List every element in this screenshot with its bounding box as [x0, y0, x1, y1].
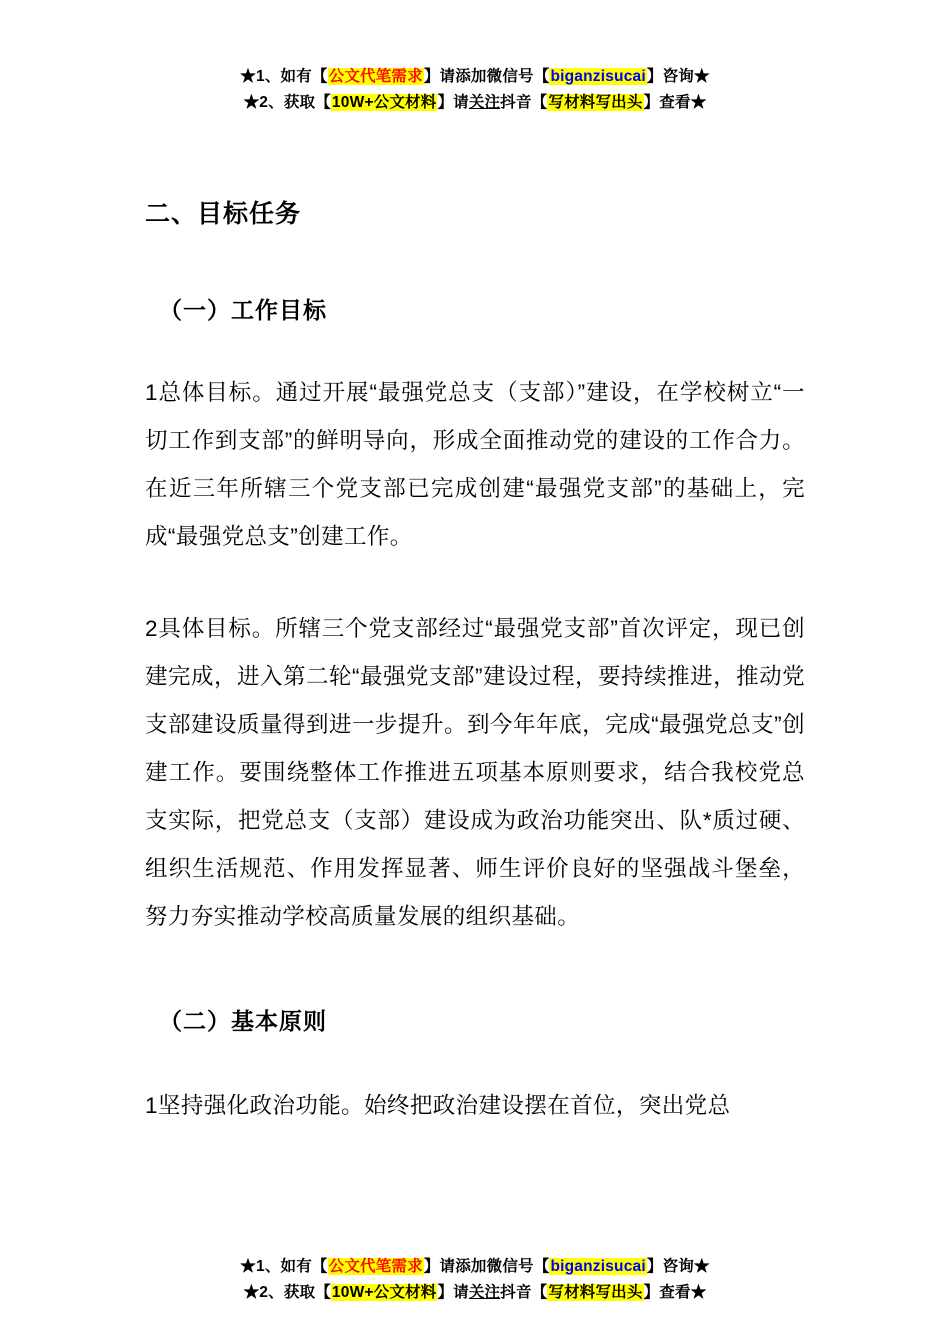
- star-left-icon-2: ★: [243, 94, 260, 111]
- star-right-icon-3: ★: [693, 1258, 710, 1275]
- promo-line-1: [145, 64, 805, 90]
- promo-banner-bottom: [0, 1254, 950, 1306]
- subsection-heading-1: （一）工作目标: [159, 297, 327, 323]
- promo-banner-top: [145, 0, 805, 116]
- promo-underline-follow: 关注: [468, 94, 501, 111]
- promo-highlight-wechat-id-bottom: biganzisucai: [550, 1258, 646, 1275]
- paragraph-overall-goal: 1总体目标。通过开展“最强党总支（支部）”建设，在学校树立“一切工作到支部”的鲜明导向，形成全面推动党的建设的工作合力。在近三年所辖三个党支部已完成创建“最强党支部”的基础上，完成“最强党总支”创建工作。: [145, 380, 805, 549]
- promo-text-seg2: 】请添加微信号【: [423, 68, 550, 85]
- promo-highlight-service: 公文代笔需求: [328, 68, 423, 85]
- promo-highlight-service-bottom: 公文代笔需求: [328, 1258, 423, 1275]
- star-left-icon-4: ★: [243, 1284, 260, 1301]
- promo-text2-seg2-bottom: 】请: [437, 1284, 469, 1301]
- promo-text2-seg2: 】请: [437, 94, 469, 111]
- star-left-icon: ★: [240, 68, 256, 85]
- promo-text2-seg1-bottom: 2、获取【: [259, 1284, 331, 1301]
- promo-highlight-douyin-bottom: 写材料写出头: [548, 1284, 643, 1301]
- promo-text2-seg4: 】查看: [643, 94, 691, 111]
- section-heading: 二、目标任务: [145, 200, 302, 228]
- subsection-heading-2: （二）基本原则: [159, 1008, 327, 1034]
- promo-highlight-materials-bottom: 10W+公文材料: [331, 1284, 437, 1301]
- promo-text2-seg1: 2、获取【: [259, 94, 331, 111]
- promo-text2-seg3: 抖音【: [500, 94, 548, 111]
- promo-text-seg1: 1、如有【: [256, 68, 328, 85]
- promo-line-1-bottom: [0, 1254, 950, 1280]
- promo-text2-seg3-bottom: 抖音【: [500, 1284, 548, 1301]
- paragraph-specific-goal: 2具体目标。所辖三个党支部经过“最强党支部”首次评定，现已创建完成，进入第二轮“最强党支部”建设过程，要持续推进，推动党支部建设质量得到进一步提升。到今年年底，完成“最强党总支”创建工作。要围绕整体工作推进五项基本原则要求，结合我校党总支实际，把党总支（支部）建设成为政治功能突出、队*质过硬、组织生活规范、作用发挥显著、师生评价良好的坚强战斗堡垒，努力夯实推动学校高质量发展的组织基础。: [145, 616, 805, 929]
- promo-text2-seg4-bottom: 】查看: [643, 1284, 691, 1301]
- promo-text-seg1-bottom: 1、如有【: [256, 1258, 328, 1275]
- promo-text-seg3: 】咨询: [646, 68, 694, 85]
- promo-line-2: [145, 90, 805, 116]
- star-right-icon: ★: [693, 68, 710, 85]
- promo-highlight-materials: 10W+公文材料: [331, 94, 437, 111]
- star-right-icon-4: ★: [690, 1284, 707, 1301]
- promo-text-seg2-bottom: 】请添加微信号【: [423, 1258, 550, 1275]
- promo-highlight-wechat-id: biganzisucai: [550, 68, 646, 85]
- star-right-icon-2: ★: [690, 94, 707, 111]
- star-left-icon-3: ★: [240, 1258, 256, 1275]
- promo-underline-follow-bottom: 关注: [468, 1284, 501, 1301]
- paragraph-principle-1: 1坚持强化政治功能。始终把政治建设摆在首位，突出党总: [145, 1093, 731, 1118]
- promo-line-2-bottom: [0, 1280, 950, 1306]
- promo-highlight-douyin: 写材料写出头: [548, 94, 643, 111]
- promo-text-seg3-bottom: 】咨询: [646, 1258, 694, 1275]
